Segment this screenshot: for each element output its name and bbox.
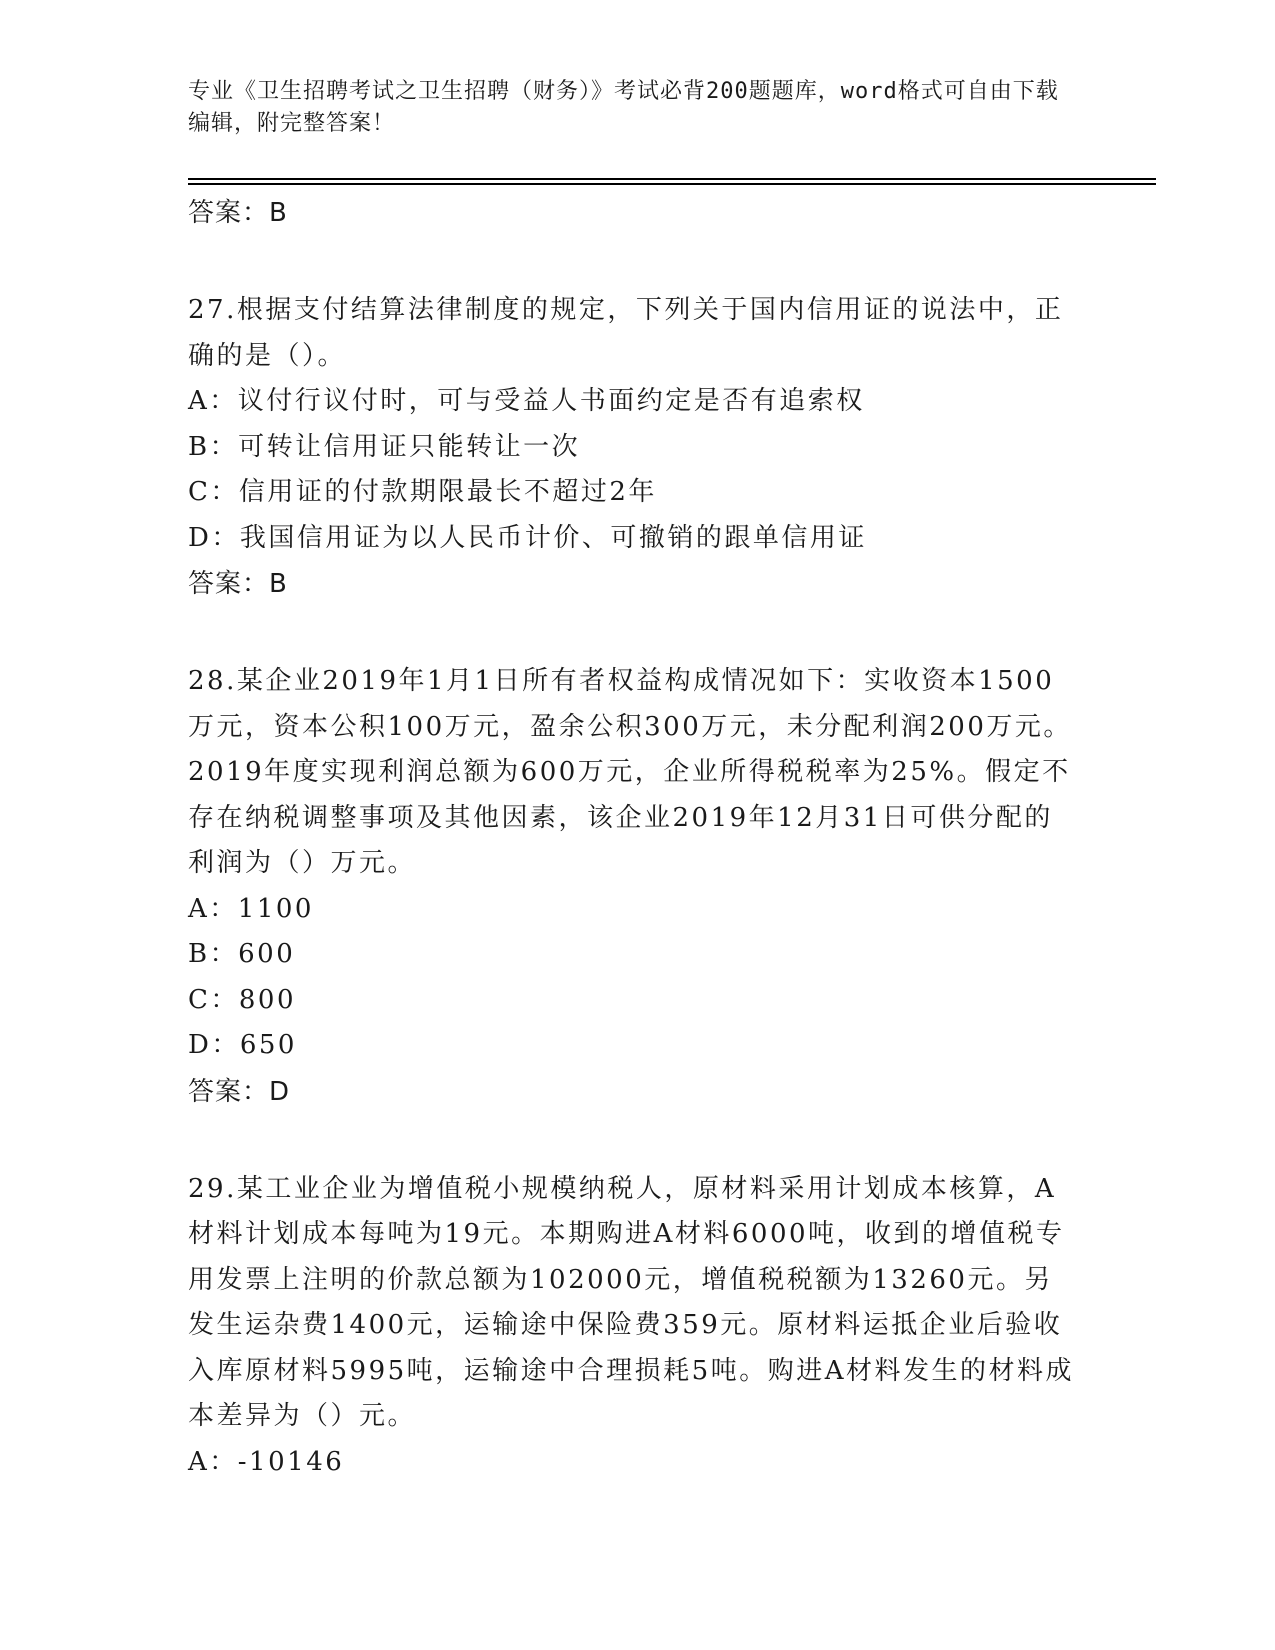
option-d: D：650 [188, 1030, 297, 1060]
option-c: C：信用证的付款期限最长不超过2年 [188, 477, 657, 507]
document-header: 专业《卫生招聘考试之卫生招聘（财务）》考试必背200题题库，word格式可自由下载编辑，附完整答案！ [188, 79, 1059, 136]
question-27 [188, 288, 1088, 607]
question-stem: 27.根据支付结算法律制度的规定，下列关于国内信用证的说法中，正确的是（）。 [188, 295, 1064, 371]
question-stem: 28.某企业2019年1月1日所有者权益构成情况如下：实收资本1500万元，资本公积100万元，盈余公积300万元，未分配利润200万元。2019年度实现利润总额为600万元，企业所得税税率为25%。假定不存在纳税调整事项及其他因素，该企业2019年12月31日可供分配的利润为（）万元。 [188, 666, 1072, 878]
header-divider-top [188, 178, 1156, 180]
answer-line: 答案：B [188, 569, 288, 599]
option-b: B：600 [188, 939, 296, 969]
option-a: A：1100 [188, 893, 314, 924]
header-divider-bottom [188, 183, 1156, 185]
document-body [188, 190, 1088, 1485]
option-a: A：议付行议付时，可与受益人书面约定是否有追索权 [188, 386, 865, 416]
question-29 [188, 1167, 1088, 1486]
option-d: D：我国信用证为以人民币计价、可撤销的跟单信用证 [188, 522, 867, 553]
option-b: B：可转让信用证只能转让一次 [188, 431, 581, 462]
answer-line: 答案：B [188, 198, 288, 228]
answer-line: 答案：D [188, 1076, 291, 1107]
question-stem: 29.某工业企业为增值税小规模纳税人，原材料采用计划成本核算，A材料计划成本每吨为19元。本期购进A材料6000吨，收到的增值税专用发票上注明的价款总额为102000元，增值税税额为13260元。另发生运杂费1400元，运输途中保险费359元。原材料运抵企业后验收入库原材料5995吨，运输途中合理损耗5吨。购进A材料发生的材料成本差异为（）元。 [188, 1173, 1074, 1431]
option-a: A：-10146 [188, 1446, 345, 1477]
question-28 [188, 659, 1088, 1115]
option-c: C：800 [188, 984, 297, 1015]
